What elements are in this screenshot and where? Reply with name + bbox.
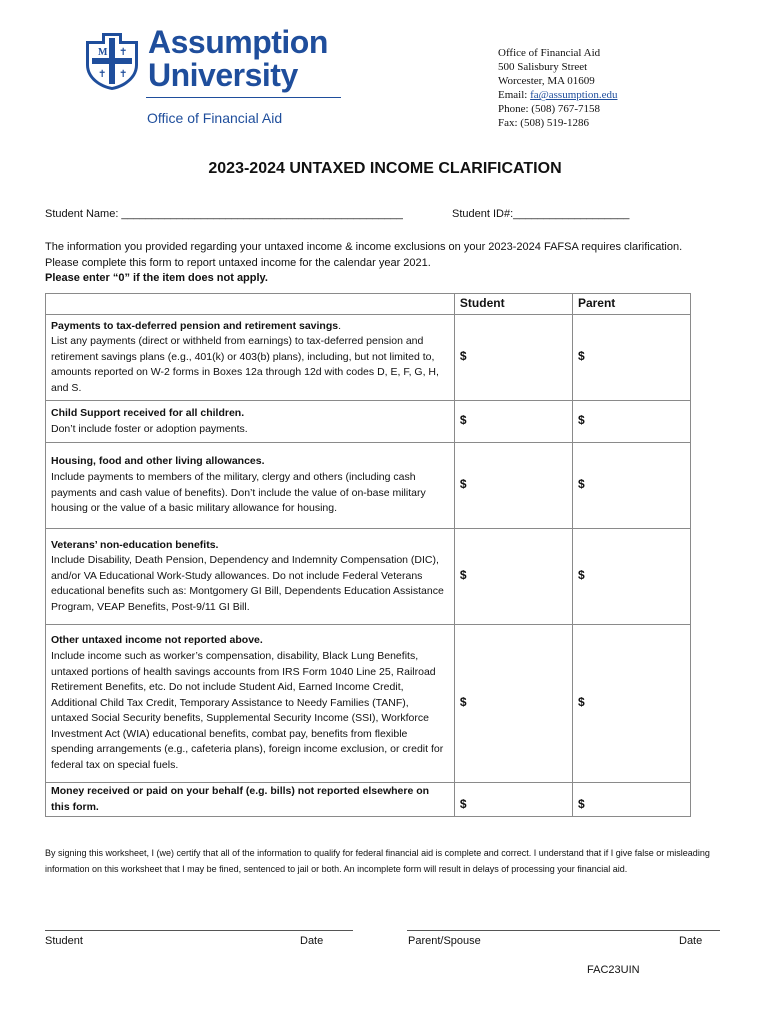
parent-dollar: $ [577,413,585,428]
parent-dollar: $ [577,349,585,364]
student-amount-cell[interactable] [454,443,572,529]
row-title: Money received or paid on your behalf (e.g. bills) not reported elsewhere on this form. [51,784,430,813]
intro-paragraph [45,240,685,287]
student-signature-label: Student [45,935,83,947]
row-description [46,315,455,401]
office-contact-block [498,46,618,131]
office-fax: Fax: (508) 519-1286 [498,117,590,130]
row-title: Housing, food and other living allowances. [51,455,265,468]
form-title: 2023-2024 UNTAXED INCOME CLARIFICATION [208,160,562,177]
logo-divider [146,97,341,98]
intro-instruction: Please enter “0” if the item does not apply. [45,272,268,284]
row-description [46,401,455,443]
parent-amount-cell[interactable] [572,625,690,783]
parent-dollar: $ [577,797,585,812]
row-title: Veterans’ non-education benefits. [51,538,219,551]
student-dollar: $ [459,413,467,428]
student-signature-line[interactable] [45,930,353,931]
student-dollar: $ [459,568,467,583]
student-dollar: $ [459,349,467,364]
certification-statement: By signing this worksheet, I (we) certify that all of the information to qualify for federal financial aid is complete and correct. I understand that if I give false or misleading information on this worksheet that I may be fined, sentenced to jail or both. An incomplete form will result in delays of processing your financial aid. [45,848,710,874]
office-street: 500 Salisbury Street [498,61,588,74]
svg-text:M: M [98,47,108,58]
student-id-field[interactable]: Student ID#:___________________ [452,208,630,220]
row-title: Other untaxed income not reported above. [51,634,263,647]
student-amount-cell[interactable] [454,315,572,401]
svg-text:✝: ✝ [119,69,128,80]
student-dollar: $ [459,797,467,812]
row-description [46,529,455,625]
email-link[interactable]: fa@assumption.edu [530,89,618,102]
row-title-suffix: . [338,319,342,332]
table-row [46,783,691,817]
row-description [46,625,455,783]
parent-amount-cell[interactable] [572,443,690,529]
row-description [46,443,455,529]
parent-dollar: $ [577,477,585,492]
parent-amount-cell[interactable] [572,783,690,817]
office-name: Office of Financial Aid [498,47,601,59]
row-body: Don’t include foster or adoption payments. [51,422,248,435]
student-amount-cell[interactable] [454,401,572,443]
row-title: Child Support received for all children. [51,406,245,419]
row-description [46,783,455,817]
table-row [46,443,691,529]
office-email-row [498,88,618,102]
office-phone: Phone: (508) 767-7158 [498,103,601,116]
parent-amount-cell[interactable] [572,529,690,625]
row-body: Include Disability, Death Pension, Dependency and Indemnity Compensation (DIC), and/or VA Educational Work-Study allowances. Do not include Federal Veterans educational benefits such as: Montgomery GI Bill, Dependents Education Assistance Program, VEAP Benefits, Post-9/11 GI Bill. [51,554,444,613]
student-amount-cell[interactable] [454,783,572,817]
parent-signature-label: Parent/Spouse [408,935,481,947]
assumption-shield-icon [84,31,140,91]
table-row [46,401,691,443]
parent-amount-cell[interactable] [572,315,690,401]
student-amount-cell[interactable] [454,529,572,625]
parent-date-label: Date [679,935,703,947]
email-label: Email: [498,89,528,102]
student-amount-cell[interactable] [454,625,572,783]
student-dollar: $ [459,477,467,492]
header-student: Student [454,294,572,315]
intro-text: The information you provided regarding your untaxed income & income exclusions on your 2023-2024 FAFSA requires clarification. Please complete this form to report untaxed income for the calendar year 2021. [45,241,683,269]
logo-line-2: University [148,57,298,93]
table-header-row [46,294,691,315]
form-code: FAC23UIN [587,964,640,976]
row-body: Include income such as worker’s compensation, disability, Black Lung Benefits, untaxed portions of health savings accounts from IRS Form 1040 Line 25, Railroad Retirement Benefits, etc. Do not include Student Aid, Earned Income Credit, Additional Child Tax Credit, Temporary Assistance to Needy Families (TANF), untaxed Social Security benefits, Supplemental Security Income (SSI), Workforce Investment Act (WIA) educational benefits, combat pay, benefits from flexible spending arrangements (e.g., cafeteria plans), foreign income exclusion, or credit for federal tax on special fuels. [51,649,444,772]
student-name-field[interactable]: Student Name: ______________________________________________ [45,208,403,220]
untaxed-income-table [45,293,691,817]
svg-text:✝: ✝ [98,69,107,80]
student-dollar: $ [459,695,467,710]
table-row [46,315,691,401]
row-body: List any payments (direct or withheld from earnings) to tax-deferred pension and retirement savings plans (e.g., 401(k) or 403(b) plans), including, but not limited to, amounts reported on W-2 forms in Boxes 12a through 12d with codes D, E, F, G, H, and S. [51,335,439,394]
row-body: Include payments to members of the military, clergy and others (including cash payments and cash value of benefits). Don’t include the value of on-base military housing or the value of a basic military allowance for housing. [51,470,426,515]
logo-office-name: Office of Financial Aid [147,110,283,126]
logo-line-1: Assumption [148,24,328,60]
header-parent: Parent [572,294,690,315]
parent-signature-line[interactable] [407,930,720,931]
table-row [46,529,691,625]
table-row [46,625,691,783]
parent-dollar: $ [577,568,585,583]
student-date-label: Date [300,935,324,947]
office-city: Worcester, MA 01609 [498,75,595,88]
parent-dollar: $ [577,695,585,710]
logo-wordmark [148,26,328,92]
svg-text:✝: ✝ [119,47,128,58]
parent-amount-cell[interactable] [572,401,690,443]
row-title: Payments to tax-deferred pension and retirement savings [51,319,339,332]
header-blank [46,294,455,315]
